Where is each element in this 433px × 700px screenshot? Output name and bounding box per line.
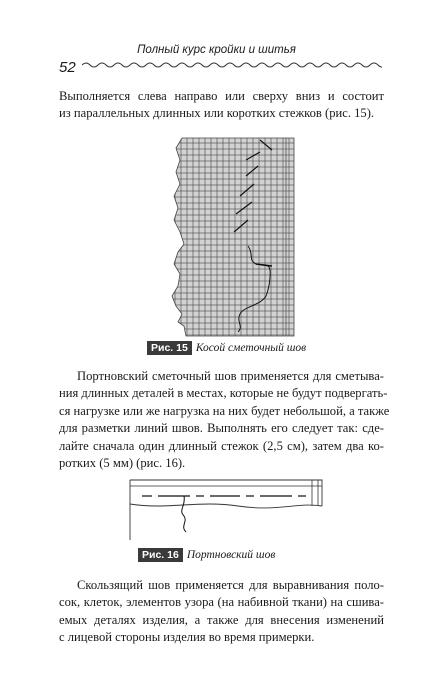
paragraph-1-line: из параллельных длинных или коротких стежков (рис. 15). (59, 106, 375, 121)
fabric-piece (172, 138, 294, 336)
figure-15-number: Рис. 15 (147, 341, 192, 355)
figure-15-caption (147, 341, 306, 355)
paragraph-3-line: емых деталях изделия, а также для внесения изменений (59, 612, 384, 627)
paragraph-2 (59, 368, 390, 472)
paragraph-1-line: Выполняется слева направо или сверху вниз и состоит (59, 89, 384, 103)
thread-tail (182, 496, 186, 532)
paragraph-2-line: Портновский сметочный шов применяется для сметыва- (77, 369, 384, 383)
paragraph-3 (59, 577, 384, 647)
paragraph-2-line: ся нагрузке или же нагрузка на них будет небольшой, а также (59, 403, 390, 418)
paragraph-3-line: Скользящий шов применяется для выравнивания поло- (77, 578, 384, 592)
paragraph-2-line: ния длинных деталей в местах, которые не будут подвергать- (59, 386, 388, 401)
running-title: Полный курс кройки и шитья (137, 44, 296, 56)
figure-16-illustration (128, 476, 326, 542)
figure-15-illustration (168, 136, 296, 338)
figure-15-title: Косой сметочный шов (195, 342, 307, 354)
paragraph-1 (59, 88, 384, 123)
paragraph-3-line: с лицевой стороны изделия во время примерки. (59, 630, 315, 645)
paragraph-2-line: ротких (5 мм) (рис. 16). (59, 456, 186, 471)
paragraph-2-line: для разметки линий швов. Выполнять его следует так: сде- (59, 421, 384, 436)
header-wave-rule (82, 58, 382, 72)
paragraph-3-line: сок, клеток, элементов узора (на набивной ткани) на сшива- (59, 595, 384, 610)
figure-16-caption (138, 548, 275, 562)
figure-16-number: Рис. 16 (138, 548, 183, 562)
figure-16-title: Портновский шов (186, 549, 276, 561)
paragraph-2-line: лайте сначала один длинный стежок (2,5 см), затем два ко- (59, 438, 384, 453)
fabric-strip (130, 480, 322, 540)
page-number: 52 (59, 59, 76, 76)
